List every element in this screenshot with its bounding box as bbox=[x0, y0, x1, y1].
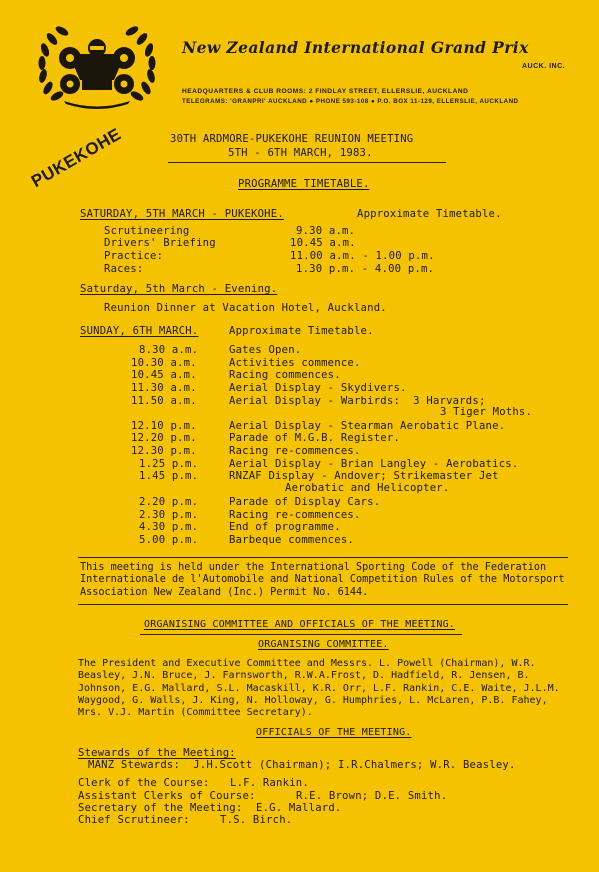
officials-heading: OFFICIALS OF THE MEETING. bbox=[256, 727, 412, 738]
meeting-title: 30TH ARDMORE-PUKEKOHE REUNION MEETING bbox=[170, 133, 414, 145]
saturday-time: 9.30 a.m. bbox=[296, 225, 356, 237]
pukekohe-stamp: PUKEKOHE bbox=[28, 124, 125, 192]
sunday-event: Parade of Display Cars. bbox=[229, 496, 381, 508]
officials-rule bbox=[140, 634, 462, 635]
organisation-name: New Zealand International Grand Prix bbox=[182, 38, 529, 57]
sunday-event: Parade of M.G.B. Register. bbox=[229, 432, 401, 444]
sunday-time: 2.30 p.m. bbox=[139, 509, 199, 521]
saturday-evening-text: Reunion Dinner at Vacation Hotel, Auckland. bbox=[104, 302, 387, 314]
saturday-time: 11.00 a.m. - 1.00 p.m. bbox=[290, 250, 435, 262]
sunday-event: 3 Tiger Moths. bbox=[440, 406, 533, 418]
grand-prix-logo bbox=[30, 18, 164, 113]
sunday-time: 2.20 p.m. bbox=[139, 496, 199, 508]
sunday-time: 8.30 a.m. bbox=[139, 344, 199, 356]
sunday-event: Aerial Display - Brian Langley - Aerobatics. bbox=[229, 458, 519, 470]
sunday-event: Aerial Display - Stearman Aerobatic Plane. bbox=[229, 420, 506, 432]
sunday-time: 4.30 p.m. bbox=[139, 521, 199, 533]
officials-main-heading: ORGANISING COMMITTEE AND OFFICIALS OF THE MEETING. bbox=[144, 619, 456, 630]
saturday-time: 1.30 p.m. - 4.00 p.m. bbox=[296, 263, 435, 275]
sunday-time: 10.30 a.m. bbox=[131, 357, 197, 369]
sunday-event: Gates Open. bbox=[229, 344, 302, 356]
sunday-event: Activities commence. bbox=[229, 357, 361, 369]
stewards-heading: Stewards of the Meeting: bbox=[78, 747, 236, 759]
sunday-event: RNZAF Display - Andover; Strikemaster Jet bbox=[229, 470, 499, 482]
official-role: Assistant Clerks of Course: bbox=[78, 790, 256, 802]
official-role: Chief Scrutineer: bbox=[78, 814, 190, 826]
saturday-label: Scrutineering bbox=[104, 225, 190, 237]
notice-bottom-rule bbox=[78, 604, 568, 605]
sunday-time: 12.30 p.m. bbox=[131, 445, 197, 457]
programme-heading: PROGRAMME TIMETABLE. bbox=[238, 178, 370, 190]
sunday-heading: SUNDAY, 6TH MARCH. bbox=[80, 325, 199, 337]
sunday-event: Racing commences. bbox=[229, 369, 341, 381]
sunday-time: 11.50 a.m. bbox=[131, 395, 197, 407]
saturday-note: Approximate Timetable. bbox=[357, 208, 502, 220]
notice-top-rule bbox=[78, 557, 568, 558]
official-role: Secretary of the Meeting: bbox=[78, 802, 243, 814]
saturday-label: Races: bbox=[104, 263, 144, 275]
sunday-time: 12.20 p.m. bbox=[131, 432, 197, 444]
meeting-dates: 5TH - 6TH MARCH, 1983. bbox=[228, 147, 373, 159]
sunday-event: Aerial Display - Skydivers. bbox=[229, 382, 407, 394]
saturday-label: Drivers' Briefing bbox=[104, 237, 216, 249]
sunday-event: End of programme. bbox=[229, 521, 341, 533]
address-line-2: TELEGRAMS: 'GRANPRI' AUCKLAND ● PHONE 593-108 ● P.O. BOX 11-129, ELLERSLIE, AUCKLAND bbox=[182, 98, 519, 105]
saturday-evening-heading: Saturday, 5th March - Evening. bbox=[80, 283, 278, 295]
sunday-time: 1.45 p.m. bbox=[139, 470, 199, 482]
sunday-note: Approximate Timetable. bbox=[229, 325, 374, 337]
sunday-event: Barbeque commences. bbox=[229, 534, 354, 546]
sunday-time: 1.25 p.m. bbox=[139, 458, 199, 470]
sunday-event: Racing re-commences. bbox=[229, 445, 361, 457]
official-role: Clerk of the Course: bbox=[78, 777, 210, 789]
organisation-suffix: AUCK. INC. bbox=[522, 63, 566, 70]
saturday-heading: SATURDAY, 5TH MARCH - PUKEKOHE. bbox=[80, 208, 284, 220]
official-names: R.E. Brown; D.E. Smith. bbox=[296, 790, 448, 802]
sunday-event: Aerial Display - Warbirds: 3 Harvards; bbox=[229, 395, 486, 407]
sunday-time: 11.30 a.m. bbox=[131, 382, 197, 394]
permit-notice: This meeting is held under the International Sporting Code of the Federation Internationale de l'Automobile and National Competition Rules of the Motorsport Association New Zealand (Inc.) Permit No. 6144. bbox=[80, 562, 565, 598]
stewards-line: MANZ Stewards: J.H.Scott (Chairman); I.R.Chalmers; W.R. Beasley. bbox=[88, 759, 516, 771]
sunday-time: 12.10 p.m. bbox=[131, 420, 197, 432]
sunday-time: 10.45 a.m. bbox=[131, 369, 197, 381]
committee-text: The President and Executive Committee and Messrs. L. Powell (Chairman), W.R. Beasley, J.N. Bruce, J. Farnsworth, R.W.A.Frost, D. Hadfield, R. Jensen, B. Johnson, E.G. Mallard, S.L. Macaskill, K.R. Orr, L.F. Rankin, C.E. Waite, J.L.M. Waygood, G. Walls, J. King, N. Holloway, G. Humphries, L. McLaren, P.B. Fahey, Mrs. V.J. Martin (Committee Secretary). bbox=[78, 658, 560, 719]
official-names: L.F. Rankin. bbox=[230, 777, 309, 789]
saturday-time: 10.45 a.m. bbox=[290, 237, 356, 249]
sunday-event: Aerobatic and Helicopter. bbox=[285, 482, 450, 494]
address-line-1: HEADQUARTERS & CLUB ROOMS: 2 FINDLAY STREET, ELLERSLIE, AUCKLAND bbox=[182, 88, 469, 95]
saturday-label: Practice: bbox=[104, 250, 164, 262]
official-names: E.G. Mallard. bbox=[256, 802, 342, 814]
title-rule bbox=[168, 162, 446, 163]
committee-heading: ORGANISING COMMITTEE. bbox=[258, 639, 389, 650]
sunday-time: 5.00 p.m. bbox=[139, 534, 199, 546]
official-names: T.S. Birch. bbox=[220, 814, 293, 826]
sunday-event: Racing re-commences. bbox=[229, 509, 361, 521]
